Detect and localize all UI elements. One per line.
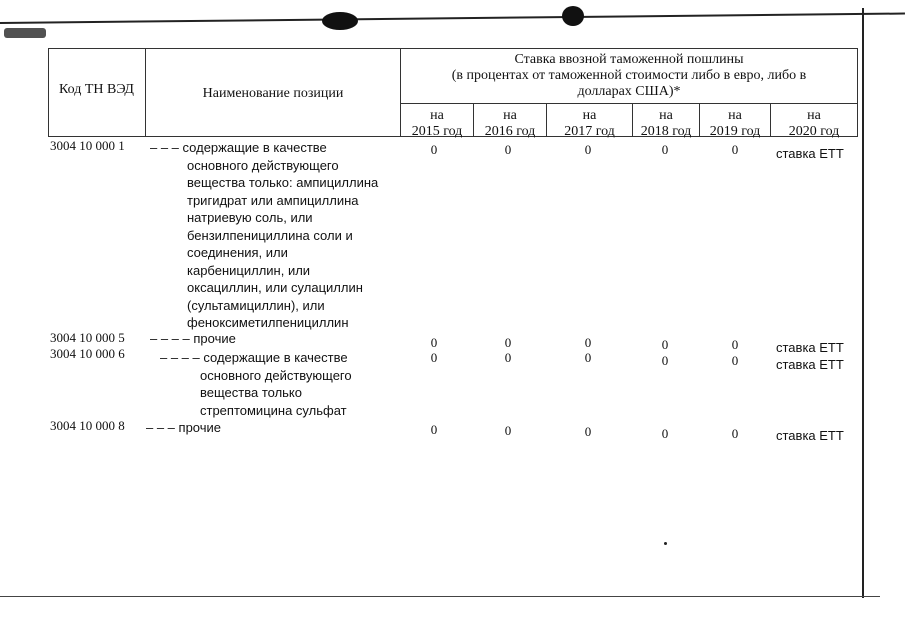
row-code: 3004 10 000 6 [50, 346, 125, 361]
row-name-line: (сультамициллин), или [187, 297, 325, 313]
rate-2018: 0 [661, 353, 669, 368]
year-prefix: на [430, 108, 444, 123]
year-label: 2019 год [709, 124, 761, 139]
col-header-year-2017 [547, 108, 632, 140]
row-name-line: натриевую соль, или [187, 210, 313, 225]
row-name-line: феноксиметилпенициллин [187, 315, 349, 330]
row-name-line: оксациллин, или сулациллин [187, 280, 363, 295]
row-code: 3004 10 000 1 [50, 138, 125, 153]
page-edge-bottom [0, 596, 880, 597]
rate-2020: ставка ЕТТ [776, 146, 844, 161]
rate-2015: 0 [430, 335, 438, 350]
col-header-rate-line: Ставка ввозной таможенной пошлины [514, 52, 744, 67]
year-label: 2018 год [640, 124, 692, 139]
rate-2018: 0 [661, 142, 669, 157]
year-label: 2020 год [788, 124, 840, 139]
rate-2019: 0 [731, 337, 739, 352]
punch-hole [322, 12, 358, 30]
rate-2020: ставка ЕТТ [776, 428, 844, 443]
rate-2019: 0 [731, 142, 739, 157]
punch-hole [562, 6, 584, 26]
year-prefix: на [659, 108, 673, 123]
rate-2017: 0 [584, 424, 592, 439]
scan-blot [4, 28, 46, 38]
rate-2017: 0 [584, 350, 592, 365]
row-name-line: бензилпенициллина соли и [187, 227, 353, 243]
col-header-year-2015 [401, 108, 473, 140]
row-name-line: – – – – содержащие в качестве [160, 350, 348, 365]
col-header-rate [401, 52, 857, 100]
col-header-year-2016 [474, 108, 546, 140]
rate-2016: 0 [504, 335, 512, 350]
col-header-year-2019 [700, 108, 770, 140]
row-name [150, 139, 410, 332]
col-header-name: Наименование позиции [202, 86, 344, 101]
row-name [146, 419, 406, 437]
row-name-line: – – – – прочие [150, 331, 236, 346]
header-top-border [48, 48, 858, 49]
row-name-line: вещества только: ампициллина [187, 175, 379, 190]
page-edge-right [862, 8, 864, 598]
row-code: 3004 10 000 5 [50, 330, 125, 345]
rate-2015: 0 [430, 350, 438, 365]
rate-2019: 0 [731, 353, 739, 368]
row-name-line: основного действующего [187, 157, 339, 173]
rate-2017: 0 [584, 142, 592, 157]
row-code: 3004 10 000 8 [50, 418, 125, 433]
year-label: 2015 год [411, 124, 463, 139]
rate-2019: 0 [731, 426, 739, 441]
year-prefix: на [728, 108, 742, 123]
year-label: 2016 год [484, 124, 536, 139]
scan-speck [664, 542, 667, 545]
row-name-line: карбенициллин, или [187, 262, 311, 278]
col-header-rate-line: долларах США)* [577, 84, 681, 99]
rate-2020: ставка ЕТТ [776, 357, 844, 372]
row-name [150, 330, 410, 348]
header-right-border [857, 48, 858, 136]
col-header-year-2018 [633, 108, 699, 140]
year-prefix: на [503, 108, 517, 123]
year-prefix: на [582, 108, 597, 123]
row-name-line: основного действующего [200, 367, 352, 383]
rate-2016: 0 [504, 423, 512, 438]
rate-2017: 0 [584, 335, 592, 350]
row-name [160, 349, 420, 419]
row-name-line: – – – прочие [146, 420, 222, 435]
rate-2015: 0 [430, 142, 438, 157]
year-prefix: на [807, 108, 821, 123]
rate-2018: 0 [661, 426, 669, 441]
col-header-year-2020 [771, 108, 857, 140]
year-label: 2017 год [564, 124, 615, 139]
row-name-line: вещества только [200, 385, 303, 400]
col-header-code: Код ТН ВЭД [59, 82, 134, 97]
page-edge-top [0, 13, 905, 24]
row-name-line: – – – содержащие в качестве [150, 140, 327, 155]
rate-2016: 0 [504, 350, 512, 365]
table-header [48, 48, 858, 139]
rate-2020: ставка ЕТТ [776, 340, 844, 355]
rate-2016: 0 [504, 142, 512, 157]
row-name-line: соединения, или [187, 245, 288, 260]
rate-2018: 0 [661, 337, 669, 352]
rate-2015: 0 [430, 422, 438, 437]
row-name-line: стрептомицина сульфат [200, 402, 347, 418]
header-subrow-line [400, 103, 858, 104]
col-header-rate-line: (в процентах от таможенной стоимости либо в евро, либо в [451, 68, 807, 83]
row-name-line: тригидрат или ампициллина [187, 192, 359, 208]
